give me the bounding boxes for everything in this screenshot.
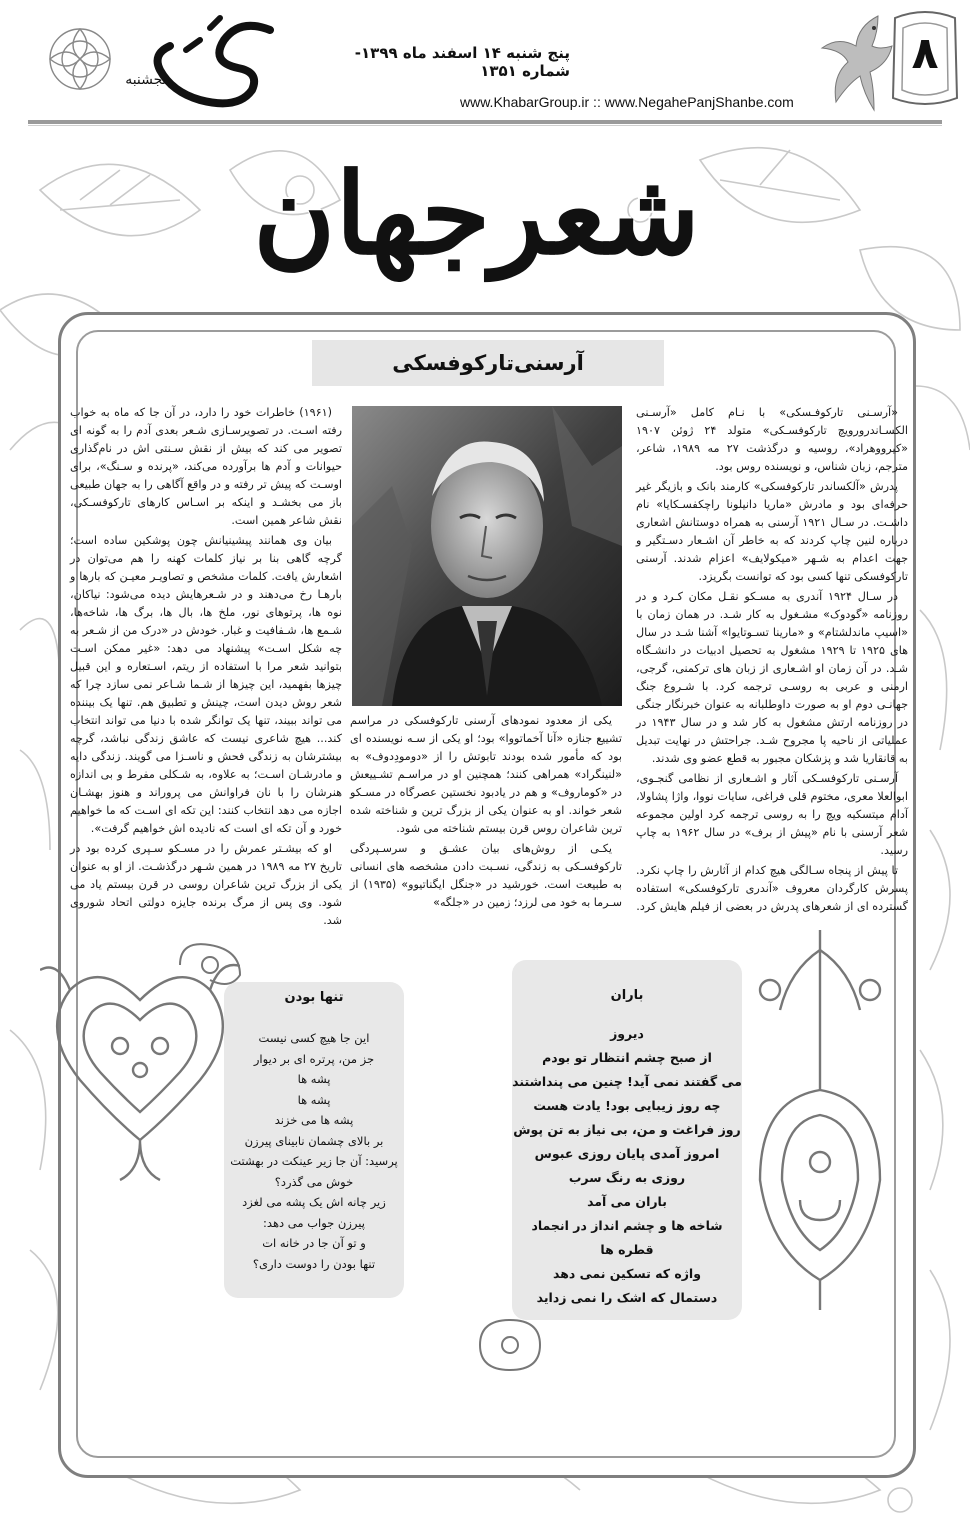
poem-line: می گفتند نمی آید! چنین می پنداشتند [512,1074,742,1089]
logo-calligraphy-icon [120,10,290,115]
poem-title-rain: باران [610,988,644,1003]
article-title: آرسنی‌تارکوفسکی [392,351,584,375]
newspaper-logo [120,10,290,115]
poem-line: پشه ها [297,1092,331,1107]
section-title: شعرجهان [253,149,700,280]
paragraph: آرسـنی تارکوفسـکی آثار و اشـعاری از نظامی گنجـوی، ابوالعلا معری، مختوم قلی فراغی، سایات نووا، واژا پشاولا، آدام میتسکیه ویچ را به روسی ترجمه کرد اولین مجموعه شعر آرسنی با نام «پیش از برف» در سال ۱۹۶۲ به چاپ رسید. [636,772,908,857]
hanging-ornament-icon [720,930,940,1310]
poem-line: دستمال که اشک را نمی زداید [536,1290,718,1305]
paragraph: یکـی از روش‌های بیان عشـق و سرسـپردگی تارکوفسـکی به زندگی، نسـبت دادن مشخصه های انسانی به طبیعت است. خورشید در «جنگل ایگناتیوو» (۱۹۳۵) از سـرما به خود می لرزد؛ زمین در «جلگه» [350,842,622,909]
poem-line: روزی به رنگ سرب [568,1170,686,1185]
article-column-middle [350,712,622,914]
poem-lines-rain [512,1022,742,1310]
paragraph: در سـال ۱۹۲۴ آندری به مسـکو نقـل مکان کـرد و در روزنامه «گودوک» مشـغول به کار شـد. در همان زمان با «اسیپ ماندلشتام» و «مارینا تسـوتایوا» آشنا شـد در سال های ۱۹۲۵ تا ۱۹۲۹ مشغول به تحصیل ادبیات در دانشـگاه شـد. در آن زمان او اشـعاری از زبان های ترکمنی، گرجی، ارمنی و عربی به روسـی ترجمه کرد. با شـروع جنگ جهانـی دوم او به صورت داوطلبانه به عنوان خبرنگار جنگی در روزنامه ارتش مشغول به کار شد و در سال ۱۹۴۳ در عملیاتی از ناحیه پا مجروح شـد. جراحتش در نهایت تبدیل به قانقاریا شد و پزشکان مجبور به قطع عضو وی شدند. [636,590,909,765]
article-column-right [636,404,908,918]
paragraph: «آرسـنی تارکوفـسکی» با نـام کامل «آرسـنی الکسـاندرورویچ تارکوفسـکی» متولد ۲۴ ژوئن ۱۹۰۷ «کیرووهراد»، روسیه و درگذشت ۲۷ مه ۱۹۸۹، شاعر، مترجم، زبان شناس، و نویسنده روس بود. [636,406,909,473]
website-urls[interactable]: www.KhabarGroup.ir :: www.NegahePanjShanbe.com [460,94,794,110]
poem-line: جز من، پرتره ای بر دیوار [253,1051,375,1066]
logo-subtitle: پنجشنبه [125,72,171,88]
poem-line: واژه که تسکین نمی دهد [553,1266,701,1281]
poem-line: پرسید: آن جا زیر عینکت در بهشتت [230,1154,398,1168]
poem-line: شاخه ها و چشم انداز در انجماد قطره ها [531,1218,723,1257]
author-portrait-photo [352,406,622,706]
poem-line: روز فراغت و من، بی نیاز به تن پوش [513,1122,741,1137]
poem-lines-being-alone [224,1028,404,1274]
poem-line: این جا هیچ کسی نیست [258,1031,370,1045]
paragraph: تا پیش از پنجاه سـالگی هیچ کدام از آثارش را چاپ نکرد. پسرش کارگردان معروف «آندری تارکوفسکی» استفاده گسترده ای از شعرهای پدرش در بعضی از فیلم هایش کرد. [636,864,908,913]
poem-line: چه روز زیبایی بود! یادت هست [533,1098,721,1113]
header-divider-thin [28,125,942,126]
bottom-ornament-icon [470,1310,550,1380]
poem-line: و تو آن جا در خانه ات [262,1236,366,1250]
article-column-left [70,404,342,932]
poem-line: پیرزن جواب می دهد: [263,1215,365,1230]
page-number: ۸ [911,28,939,79]
poem-line: خوش می گذرد؟ [274,1174,354,1189]
paragraph: او که بیشـتر عمرش را در مسـکو سـپری کرده بود در تاریخ ۲۷ مه ۱۹۸۹ در همین شـهر درگذشـت. از او به عنوان یکی از بزرگ ترین شاعران روسی در قرن بیستم یاد می شود. وی پس از مرگ برنده جایزه دولتی اتحاد شوروی شد. [70,842,342,927]
paragraph: پدرش «آلکساندر تارکوفسکی» کارمند بانک و بازیگر غیر حرفه‌ای بود و مادرش «ماریا دانیلونا راچکفسـکایا» نام داشـت. در سـال ۱۹۲۱ آرسنی به همراه دوستانش اشعاری درباره لنین چاپ کردند که به خاطر آن اشـعار دسـتگیر و جهت اعدام به شـهر «میکولایف» اعزام شدند. آرسنی تارکوفسکی تنها کسی بود که توانست بگریزد. [636,480,909,583]
paragraph: یکی از معدود نمودهای آرسنی تارکوفسکی در مراسم تشییع جنازه «آنا آخماتووا» بود؛ او یکی از سـه نویسنده ای بود که مأمور شده بودند تابوتش را از «دومودِدوف» به «لنینگراد» همراهی کنند؛ همچنین او در مراسـم تشـییعش در «کوماروف» و هم در یادبود نخستین عصرگاه در مسـکو شعر خواند. او به عنوان یکی از بزرگ ترین و شناخته شده ترین شاعران روس قرن بیستم شناخته می شود. [350,714,622,835]
poem-line: بر بالای چشمان نابینای پیرزن [244,1133,384,1148]
poem-line: پشه ها [297,1072,331,1086]
poem-line: از صبح چشم انتظار تو بودم [542,1050,712,1065]
phoenix-bird-icon [808,6,898,116]
poem-title-being-alone: تنها بودن [284,990,344,1005]
logo-floral-ornament [40,16,120,102]
poem-line: زیر چانه اش یک پشه می لغزد [242,1195,386,1209]
poem-line: دیروز [610,1026,644,1041]
poem-line: تنها بودن را دوست داری؟ [252,1256,376,1271]
poem-line: باران می آمد [587,1194,667,1209]
issue-date-line: پنج شنبه ۱۴ اسفند ماه ۱۳۹۹- شماره ۱۳۵۱ [354,44,570,80]
poem-line: پشه ها می خزند [274,1113,354,1127]
paragraph: (۱۹۶۱) خاطرات خود را دارد، در آن جا که ماه به خواب رفته اسـت. در تصویرسـازی شـعر بعدی آدم را به گونه ای تصویر می کند که بیش از نقش سـنتی اش در نام‌گذاری حیوانات و آدم ها برآورده می‌کند، «پرنده و سـنگ»، برای اوسـت که پیش تر رفته و در واقع آگاهی را به جهان طبیعی باز می بخشـد و اینکه بر اسـاس کارهای تارکوفسـکی، نقش شاعر همین است. [70,406,342,527]
header-divider [28,120,942,124]
paragraph: بیان وی همانند پیشینیانش چون پوشکین ساده است؛ گرچه گاهی بنا بر نیاز کلمات کهنه را هم می‌توان در اشعارش یافت. کلمات مشخص و تصاویـر معیـن که بارها و بارهـا رخ می‌دهند و در شـعرهایش دیده می‌شود: نیاکان، نوه ها، پرتوهای نور، ملخ ها، بال ها، برگ ها، شاخه‌ها، شـمع ها، شـفافیت و غبار. خودش در «درک من از شـعر به چه شکل اسـت» پیشنهاد می دهد: «غیر ممکن اسـت بتوانید شعر مرا با استفاده از ریتم، اسـتعاره و این قبیل چیزها بفهمید، این چیزها از شـما شـاعر نمی سازد چرا که شعر روش دیدن است، چینش و تطبیق هم. تنها یک بیننده می تواند ببیند، تنها یک توانگر شده با دنیا می تواند انتخاب کند... هیچ شاعری نیست که عاشق زندگی نباشد، گرچه بیشترشان به زندگی فحش و ناسـزا می گویند. زندگی دایه و مادرشـان اسـت؛ به علاوه، به شـکلی مفرط و بی اندازه هنرشان را با نان فراوانش می پروراند و هنوز بهشـان اجازه می دهد انتخاب کنند: این تکه ای اسـت که ما خواهیم خورد و آن تکه ای است که نادیده اش خواهیم گرفت». [70,534,342,835]
poem-line: امروز آمدی پایان روزی عبوس [534,1146,720,1161]
